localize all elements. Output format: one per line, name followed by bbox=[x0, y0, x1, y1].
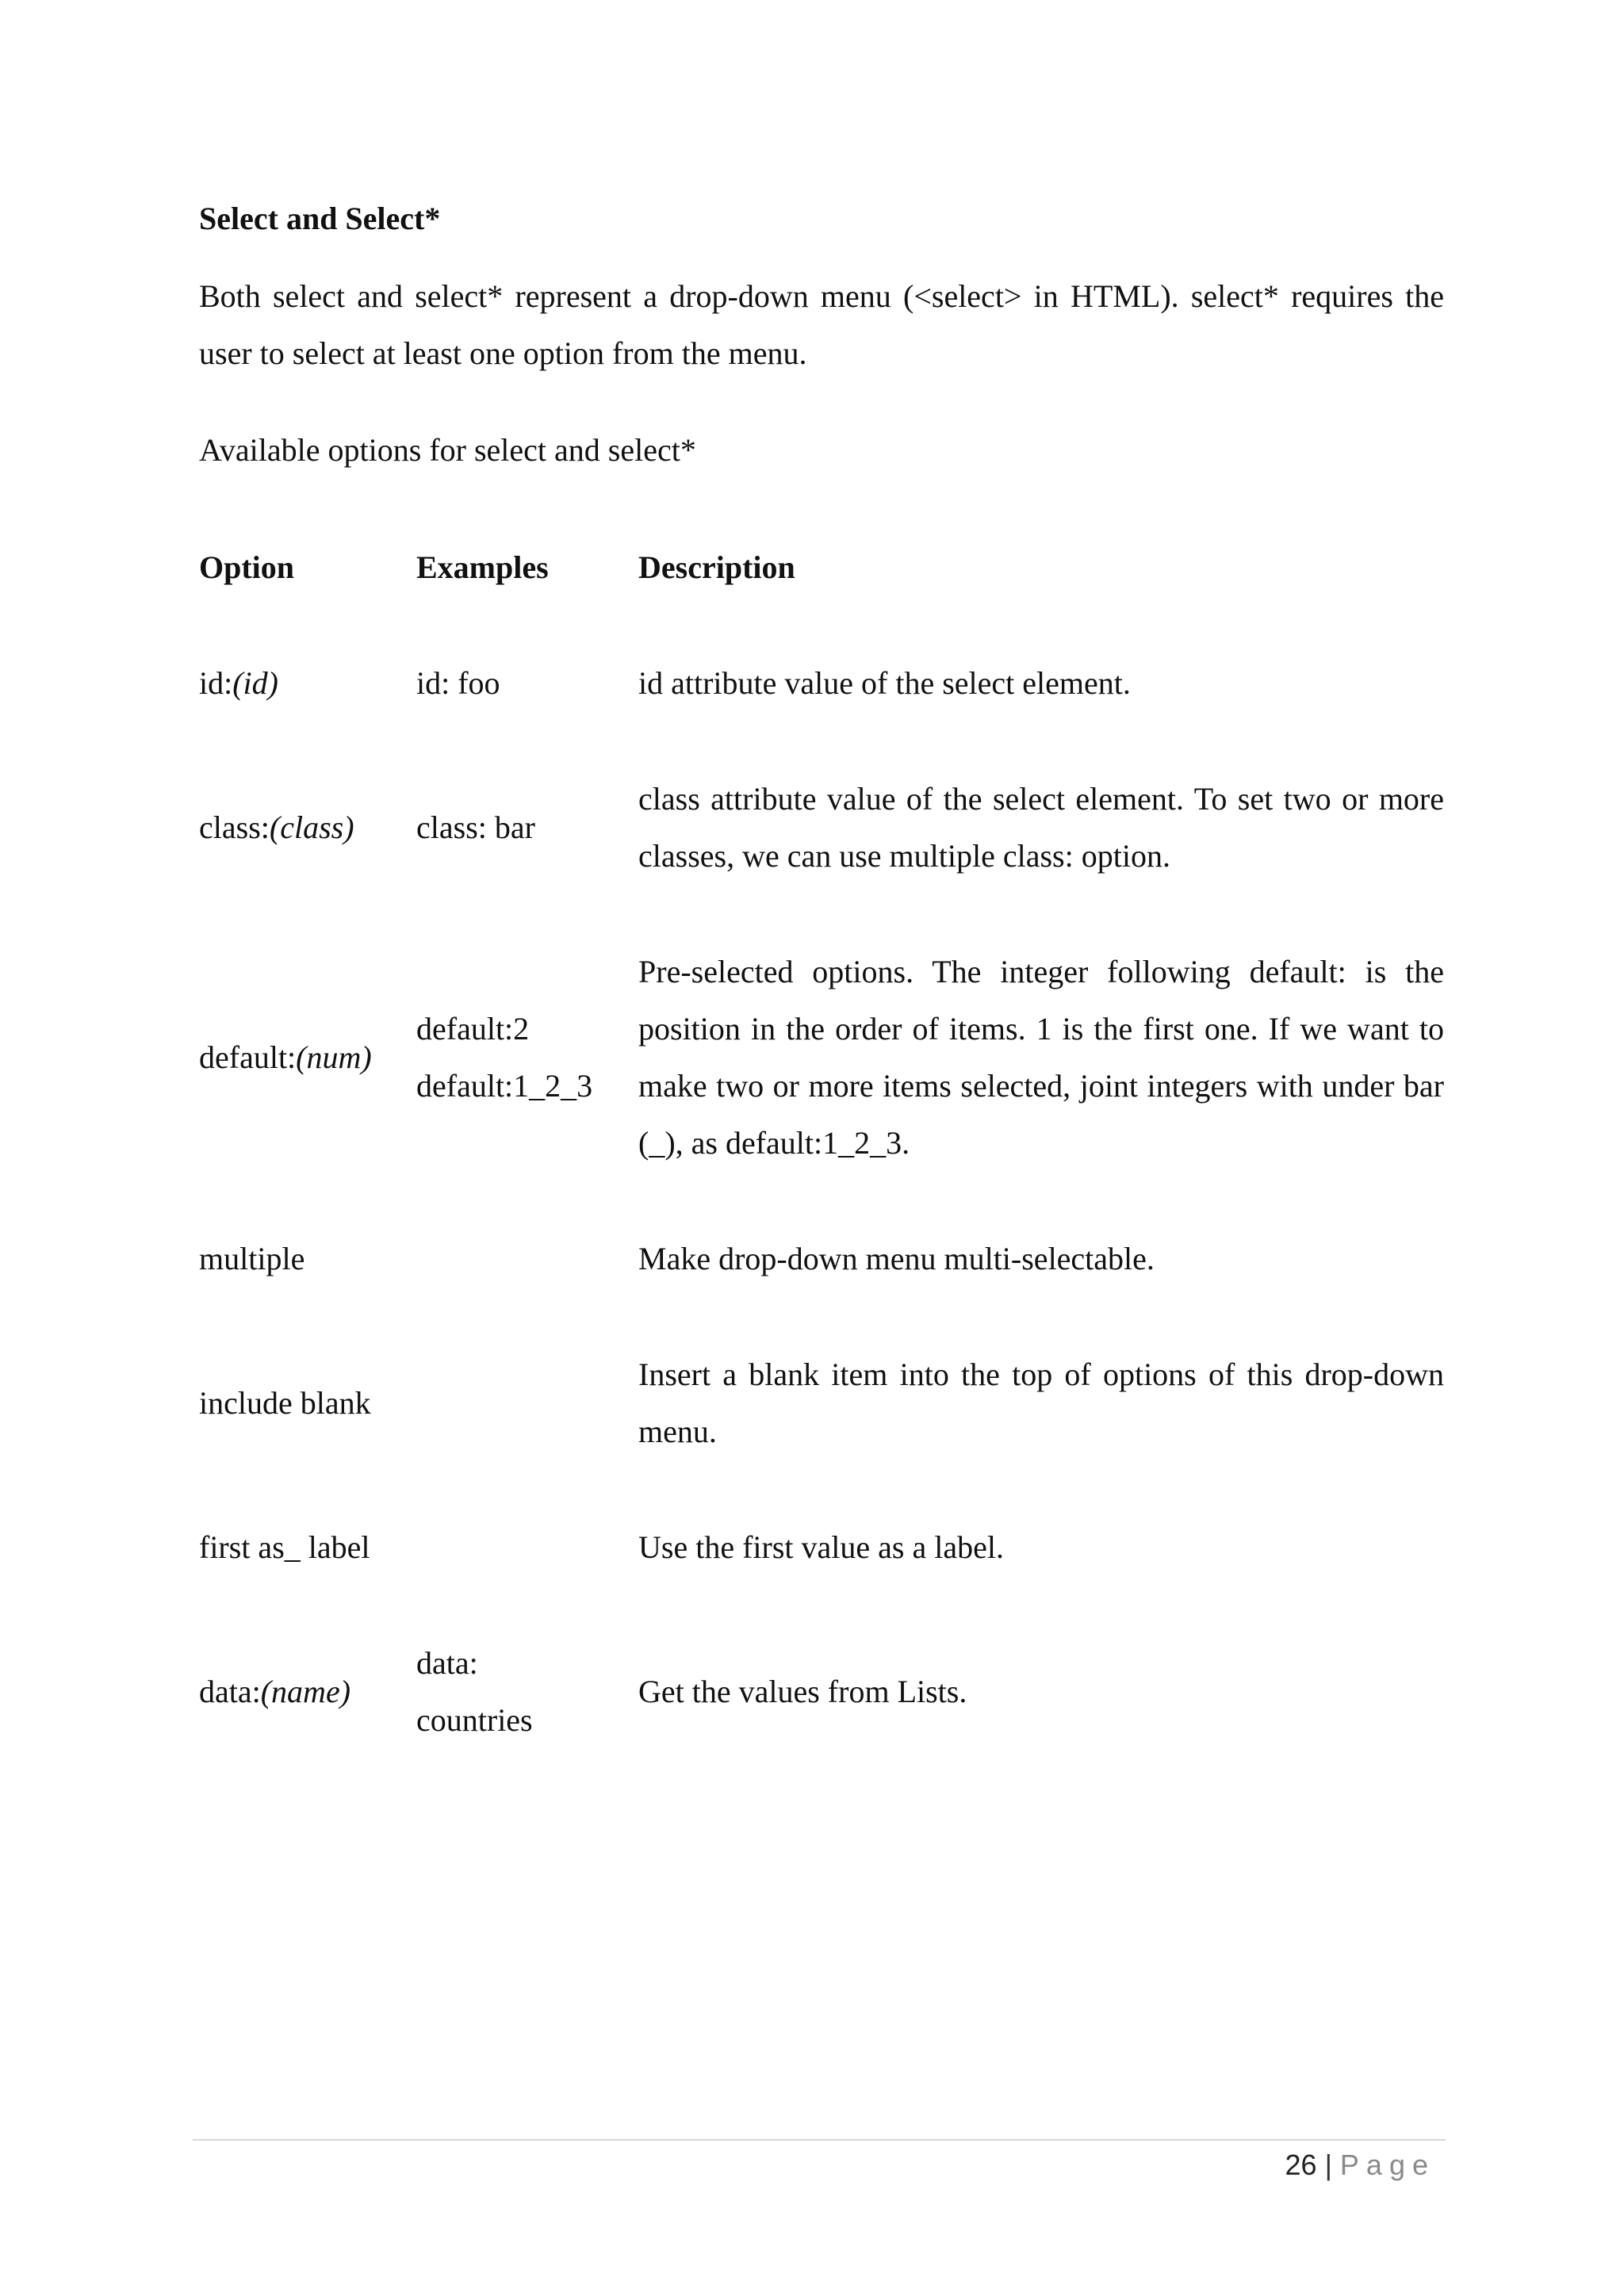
header-examples: Examples bbox=[416, 549, 549, 585]
option-name: default: bbox=[199, 1039, 297, 1075]
table-row bbox=[199, 771, 1444, 885]
option-cell bbox=[199, 1663, 416, 1720]
option-cell bbox=[199, 1029, 416, 1086]
option-cell bbox=[199, 1519, 416, 1576]
table-row bbox=[199, 1230, 1444, 1288]
footer-separator: | bbox=[1324, 2149, 1332, 2181]
option-argument: (id) bbox=[232, 665, 278, 701]
example-line: default:1_2_3 bbox=[416, 1068, 593, 1104]
option-name: first as_ label bbox=[199, 1529, 370, 1565]
table-row bbox=[199, 655, 1444, 712]
table-row bbox=[199, 1635, 1444, 1749]
option-name: multiple bbox=[199, 1241, 305, 1276]
table-row bbox=[199, 943, 1444, 1172]
example-line: default:2 bbox=[416, 1011, 530, 1047]
header-option: Option bbox=[199, 549, 295, 585]
example-cell bbox=[416, 799, 638, 856]
footer-divider bbox=[193, 2139, 1446, 2141]
option-name: id: bbox=[199, 665, 233, 701]
example-line: countries bbox=[416, 1702, 533, 1738]
option-name: class: bbox=[199, 809, 270, 845]
page-number: 26 bbox=[1285, 2149, 1317, 2181]
table-row bbox=[199, 1346, 1444, 1460]
description-cell: Use the first value as a label. bbox=[638, 1529, 1004, 1565]
example-line: data: bbox=[416, 1645, 478, 1681]
description-cell: Insert a blank item into the top of options of this drop-down menu. bbox=[638, 1357, 1444, 1449]
option-cell bbox=[199, 655, 416, 712]
description-cell: Pre-selected options. The integer following default: is the position in the order of items. 1 is the first one. If we want to make two or more items selected, joint integers with under bar (_), as default:1_2_3. bbox=[638, 954, 1444, 1161]
header-description: Description bbox=[638, 549, 795, 585]
option-cell bbox=[199, 799, 416, 856]
section-heading: Select and Select* bbox=[199, 201, 441, 236]
option-name: include blank bbox=[199, 1385, 371, 1421]
option-argument: (num) bbox=[296, 1039, 372, 1075]
example-cell bbox=[416, 1635, 638, 1749]
example-cell bbox=[416, 655, 638, 712]
page-footer bbox=[1285, 2145, 1435, 2185]
option-name: data: bbox=[199, 1674, 261, 1709]
description-cell: id attribute value of the select element. bbox=[638, 665, 1131, 701]
description-cell: class attribute value of the select element. To set two or more classes, we can use multiple class: option. bbox=[638, 781, 1444, 874]
example-line: id: foo bbox=[416, 665, 500, 701]
table-row bbox=[199, 1519, 1444, 1576]
example-cell bbox=[416, 1001, 638, 1115]
option-argument: (class) bbox=[269, 809, 354, 845]
description-cell: Make drop-down menu multi-selectable. bbox=[638, 1241, 1155, 1276]
table-caption: Available options for select and select* bbox=[199, 432, 696, 468]
option-cell bbox=[199, 1230, 416, 1288]
option-cell bbox=[199, 1375, 416, 1432]
option-argument: (name) bbox=[260, 1674, 351, 1709]
description-cell: Get the values from Lists. bbox=[638, 1674, 967, 1709]
example-line: class: bar bbox=[416, 809, 535, 845]
page-label: Page bbox=[1339, 2149, 1435, 2181]
table-header-row bbox=[199, 539, 1444, 596]
intro-paragraph: Both select and select* represent a drop-down menu (<select> in HTML). select* requires the user to select at least one option from the menu. bbox=[199, 278, 1444, 371]
